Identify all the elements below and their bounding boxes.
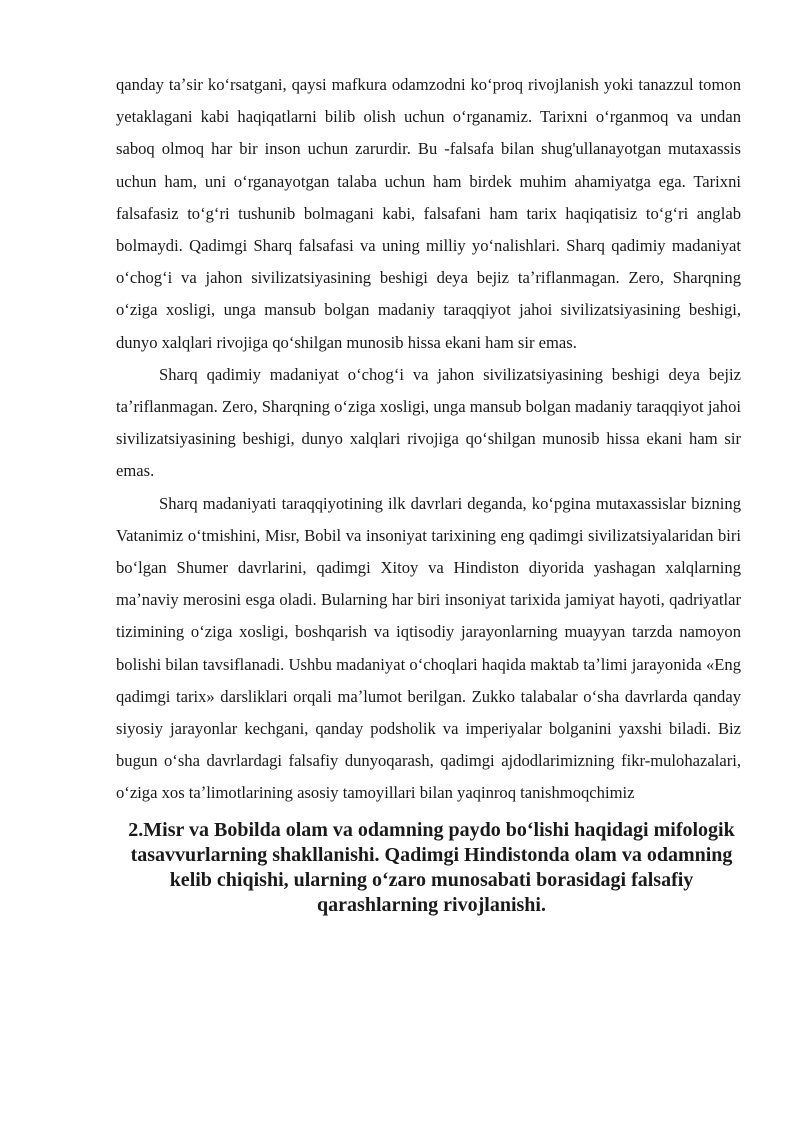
document-page [116, 69, 741, 918]
paragraph-2: Sharq qadimiy madaniyat oʻchogʻi va jahon sivilizatsiyasining beshigi deya bejiz taʼriflanmagan. Zero, Sharqning oʻziga xosligi, unga mansub bolgan madaniy taraqqiyot jahoi sivilizatsiyasining beshigi, dunyo xalqlari rivojiga qoʻshilgan munosib hissa ekani ham sir emas. [116, 364, 741, 481]
paragraph-3: Sharq madaniyati taraqqiyotining ilk davrlari deganda, koʻpgina mutaxassislar bizning Vatanimiz oʻtmishini, Misr, Bobil va insoniyat tarixining eng qadimgi sivilizatsiyalaridan biri boʻlgan Shumer davrlarini, qadimgi Xitoy va Hindiston diyorida yashagan xalqlarning maʼnaviy merosini esga oladi. Bularning har biri insoniyat tarixida jamiyat hayoti, qadriyatlar tizimining oʻziga xosligi, boshqarish va iqtisodiy jarayonlarning muayyan tarzda namoyon bolishi bilan tavsiflanadi. Ushbu madaniyat oʻchoqlari haqida maktab taʼlimi jarayonida «Eng qadimgi tarix» darsliklari orqali maʼlumot berilgan. Zukko talabalar oʻsha davrlarda qanday siyosiy jarayonlar kechgani, qanday podsholik va imperiyalar bolganini yaxshi biladi. Biz bugun oʻsha davrlardagi falsafiy dunyoqarash, qadimgi ajdodlarimizning fikr-mulohazalari, oʻziga xos taʼlimotlarining asosiy tamoyillari bilan yaqinroq tanishmoqchimiz [116, 493, 741, 803]
paragraph-1: qanday taʼsir koʻrsatgani, qaysi mafkura odamzodni koʻproq rivojlanish yoki tanazzul tomon yetaklagani kabi haqiqatlarni bilib olish uchun oʻrganamiz. Tarixni oʻrganmoq va undan saboq olmoq har bir inson uchun zarurdir. Bu -falsafa bilan shug'ullanayotgan mutaxassis uchun ham, uni oʻrganayotgan talaba uchun ham birdek muhim ahamiyatga ega. Tarixni falsafasiz toʻgʻri tushunib bolmagani kabi, falsafani ham tarix haqiqatisiz toʻgʻri anglab bolmaydi. Qadimgi Sharq falsafasi va uning milliy yoʻnalishlari. Sharq qadimiy madaniyat oʻchogʻi va jahon sivilizatsiyasining beshigi deya bejiz taʼriflanmagan. Zero, Sharqning oʻziga xosligi, unga mansub bolgan madaniy taraqqiyot jahoi sivilizatsiyasining beshigi, dunyo xalqlari rivojiga qoʻshilgan munosib hissa ekani ham sir emas. [116, 75, 741, 352]
section-heading: 2.Misr va Bobilda olam va odamning paydo boʻlishi haqidagi mifologik tasavvurlarning shakllanishi. Qadimgi Hindistonda olam va odamning kelib chiqishi, ularning oʻzaro munosabati borasidagi falsafiy qarashlarning rivojlanishi. [128, 818, 735, 916]
